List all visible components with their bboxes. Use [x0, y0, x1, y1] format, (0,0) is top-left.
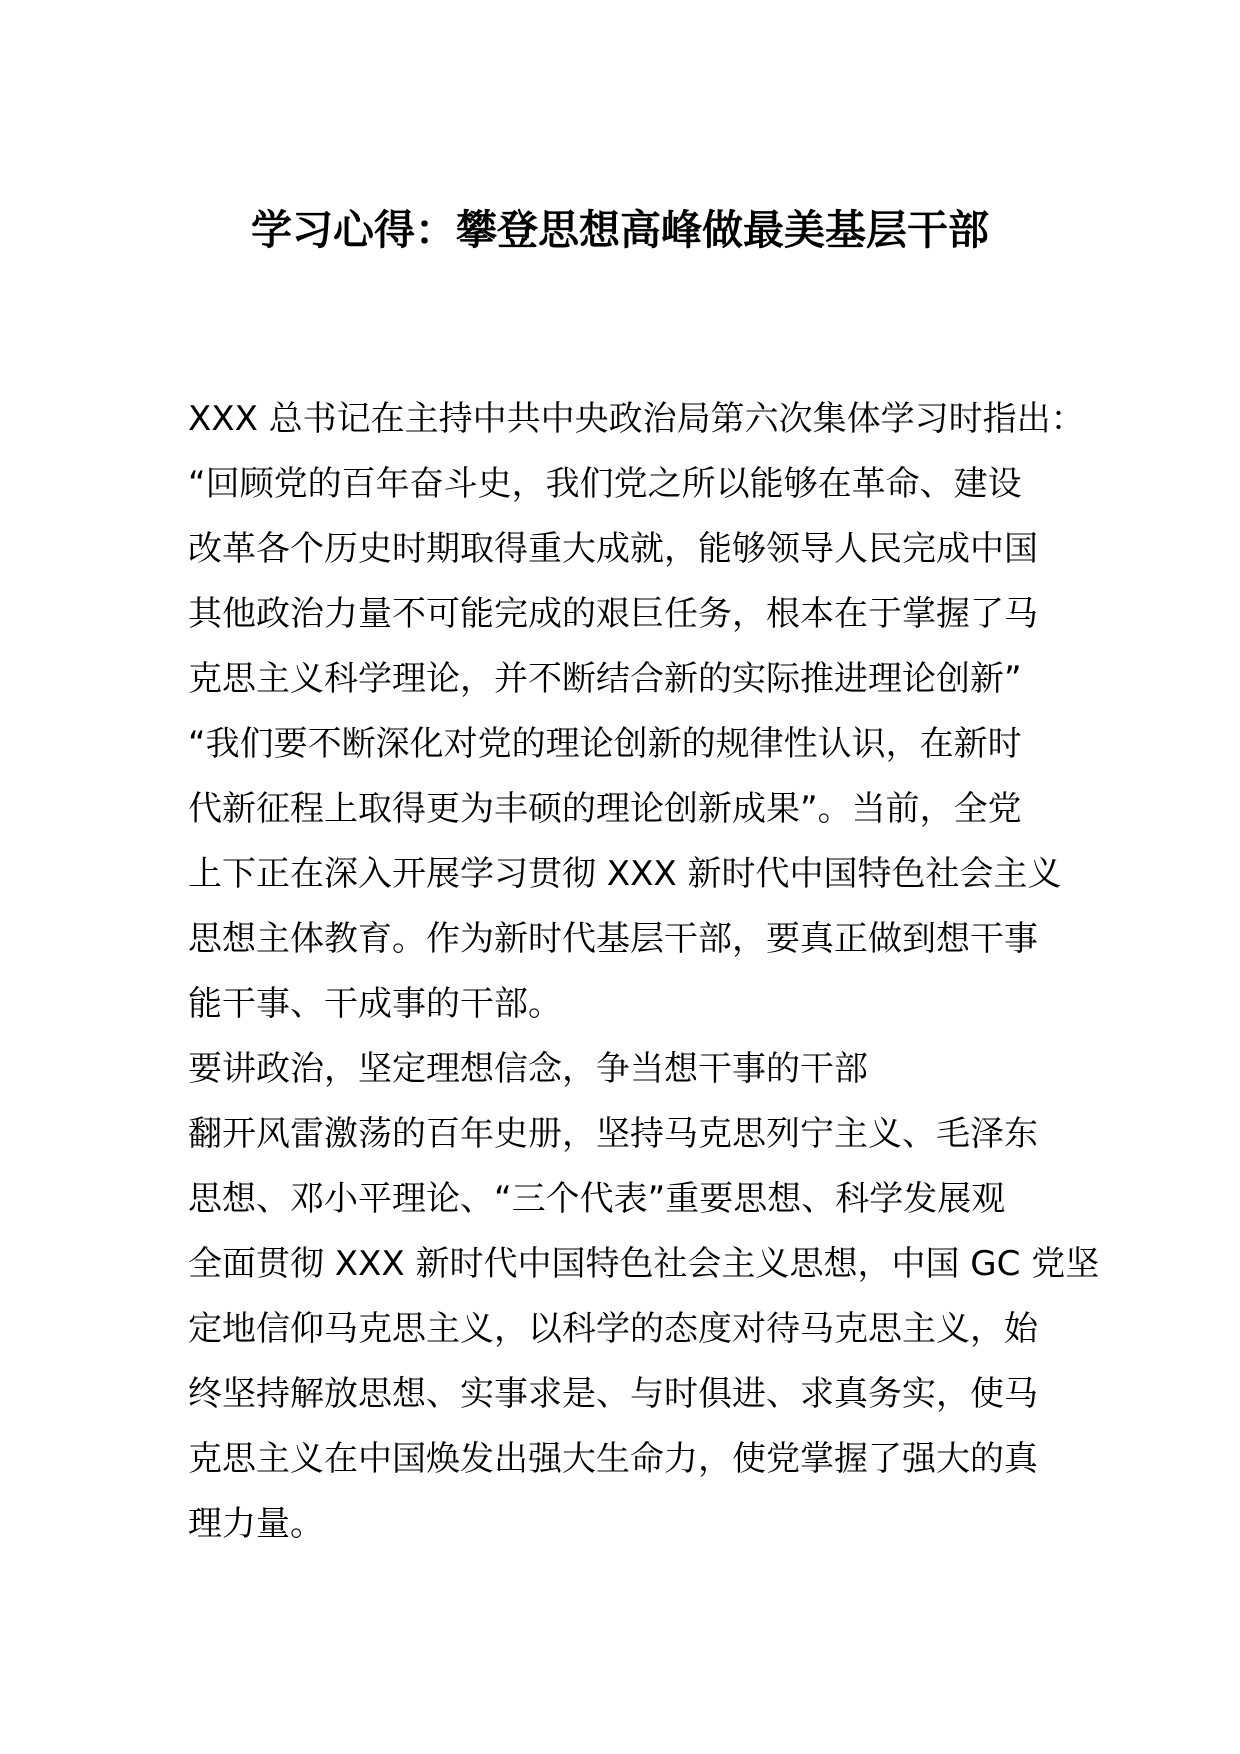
body-line: 其他政治力量不可能完成的艰巨任务，根本在于掌握了马: [188, 594, 1038, 634]
body-line: 思想主体教育。作为新时代基层干部，要真正做到想干事: [188, 919, 1038, 959]
body-line: 理力量。: [188, 1504, 324, 1544]
body-line: 能干事、干成事的干部。: [188, 984, 562, 1024]
document-title: 学习心得：攀登思想高峰做最美基层干部: [251, 206, 989, 254]
body-line: 改革各个历史时期取得重大成就，能够领导人民完成中国: [188, 529, 1038, 569]
body-line: “我们要不断深化对党的理论创新的规律性认识，在新时: [188, 724, 1022, 764]
body-line: 上下正在深入开展学习贯彻 XXX 新时代中国特色社会主义: [188, 854, 1062, 894]
body-line: 克思主义科学理论，并不断结合新的实际推进理论创新”: [188, 659, 1022, 699]
body-line: 全面贯彻 XXX 新时代中国特色社会主义思想，中国 GC 党坚: [188, 1244, 1100, 1284]
document-body: [188, 387, 1100, 1557]
section-heading: 要讲政治，坚定理想信念，争当想干事的干部: [188, 1049, 868, 1089]
body-line: 克思主义在中国焕发出强大生命力，使党掌握了强大的真: [188, 1439, 1038, 1479]
body-line: XXX 总书记在主持中共中央政治局第六次集体学习时指出：: [188, 399, 1085, 439]
body-line: 翻开风雷激荡的百年史册，坚持马克思列宁主义、毛泽东: [188, 1114, 1038, 1154]
body-line: 思想、邓小平理论、“三个代表”重要思想、科学发展观: [188, 1179, 1006, 1219]
body-line: 代新征程上取得更为丰硕的理论创新成果”。当前，全党: [188, 789, 1022, 829]
body-line: “回顾党的百年奋斗史，我们党之所以能够在革命、建设: [188, 464, 1022, 504]
body-line: 定地信仰马克思主义，以科学的态度对待马克思主义，始: [188, 1309, 1038, 1349]
body-line: 终坚持解放思想、实事求是、与时俱进、求真务实，使马: [188, 1374, 1038, 1414]
